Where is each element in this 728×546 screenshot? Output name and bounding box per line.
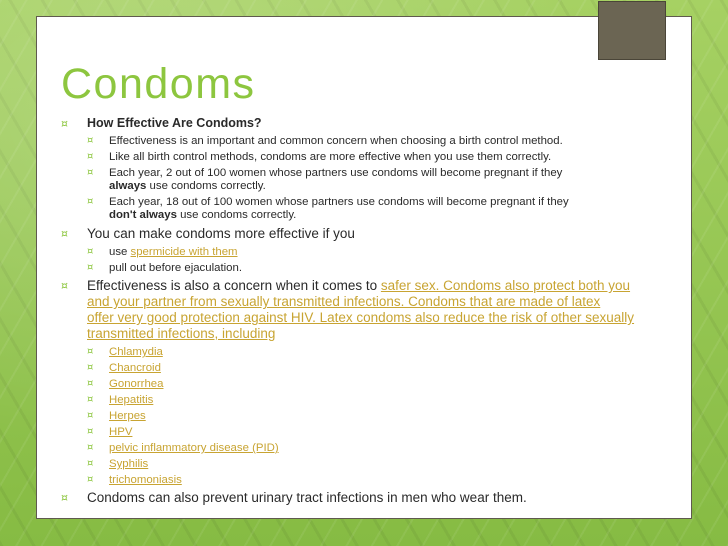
list-item-text: Effectiveness is an important and common concern when choosing a birth control method. <box>109 135 563 147</box>
bullet-icon: ¤ <box>87 151 94 162</box>
safer-sex-link[interactable]: safer sex. Condoms also protect both you <box>380 278 631 293</box>
title-accent-block <box>598 1 666 60</box>
bullet-icon: ¤ <box>87 378 94 389</box>
hpv-link[interactable]: HPV <box>109 426 133 438</box>
chancroid-link[interactable]: Chancroid <box>109 362 161 374</box>
trichomoniasis-link[interactable]: trichomoniasis <box>109 474 182 486</box>
spermicide-link[interactable]: spermicide with them <box>130 246 238 258</box>
safer-sex-link-line2[interactable]: and your partner from sexually transmitted infections. Condoms that are made of latex <box>87 294 601 309</box>
slide-frame <box>36 16 692 519</box>
bullet-icon: ¤ <box>87 262 94 273</box>
list-item-continuation <box>51 180 691 193</box>
bullet-icon: ¤ <box>87 410 94 421</box>
list-item <box>51 361 691 375</box>
list-item <box>51 261 691 275</box>
bullet-text: You can make condoms more effective if you <box>87 226 355 241</box>
bullet-icon: ¤ <box>87 135 94 146</box>
bullet-text: Effectiveness is also a concern when it comes to <box>87 278 381 293</box>
syphilis-link[interactable]: Syphilis <box>109 458 149 470</box>
list-item <box>51 393 691 407</box>
bullet-icon: ¤ <box>87 167 94 178</box>
list-item <box>51 245 691 259</box>
list-item <box>51 195 691 209</box>
list-item-text: Each year, 18 out of 100 women whose partners use condoms will become pregnant if they <box>109 196 569 208</box>
bullet-icon: ¤ <box>87 426 94 437</box>
list-item-text: Each year, 2 out of 100 women whose partners use condoms will become pregnant if they <box>109 167 563 179</box>
hepatitis-link[interactable]: Hepatitis <box>109 394 154 406</box>
bullet-icon: ¤ <box>61 279 68 292</box>
bullet-icon: ¤ <box>87 394 94 405</box>
bullet-how-effective <box>51 116 691 131</box>
list-item <box>51 134 691 148</box>
pid-link[interactable]: pelvic inflammatory disease (PID) <box>109 442 279 454</box>
bullet-safer-sex <box>51 278 691 294</box>
safer-sex-link-line4[interactable]: transmitted infections, including <box>87 326 276 341</box>
list-item-text: Like all birth control methods, condoms are more effective when you use them correctly. <box>109 151 552 163</box>
bullet-continuation <box>51 310 691 326</box>
list-item <box>51 409 691 423</box>
herpes-link[interactable]: Herpes <box>109 410 146 422</box>
bullet-text: Condoms can also prevent urinary tract infections in men who wear them. <box>87 490 527 505</box>
list-item <box>51 377 691 391</box>
emphasis-text: always <box>109 180 147 192</box>
bullet-icon: ¤ <box>61 227 68 240</box>
list-item-text: use condoms correctly. <box>176 209 297 221</box>
slide-content <box>51 116 691 509</box>
list-item-text: use condoms correctly. <box>146 180 266 192</box>
list-item <box>51 425 691 439</box>
list-item-text: use <box>109 246 131 258</box>
list-item-text: pull out before ejaculation. <box>109 262 242 274</box>
section-heading: How Effective Are Condoms? <box>87 116 262 130</box>
safer-sex-link-line3[interactable]: offer very good protection against HIV. Latex condoms also reduce the risk of other sexually <box>87 310 635 325</box>
chlamydia-link[interactable]: Chlamydia <box>109 346 163 358</box>
gonorrhea-link[interactable]: Gonorrhea <box>109 378 164 390</box>
bullet-icon: ¤ <box>87 458 94 469</box>
bullet-continuation <box>51 294 691 310</box>
bullet-icon: ¤ <box>87 196 94 207</box>
list-item <box>51 441 691 455</box>
list-item <box>51 166 691 180</box>
list-item <box>51 345 691 359</box>
list-item-continuation <box>51 209 691 222</box>
bullet-icon: ¤ <box>87 362 94 373</box>
bullet-make-effective <box>51 226 691 242</box>
bullet-icon: ¤ <box>87 246 94 257</box>
bullet-continuation <box>51 326 691 342</box>
bullet-icon: ¤ <box>87 346 94 357</box>
list-item <box>51 150 691 164</box>
list-item <box>51 473 691 487</box>
bullet-icon: ¤ <box>61 117 68 130</box>
bullet-icon: ¤ <box>87 474 94 485</box>
slide-title: Condoms <box>61 60 256 108</box>
bullet-icon: ¤ <box>61 491 68 504</box>
bullet-uti <box>51 490 691 506</box>
list-item <box>51 457 691 471</box>
emphasis-text: don't always <box>109 209 177 221</box>
bullet-icon: ¤ <box>87 442 94 453</box>
